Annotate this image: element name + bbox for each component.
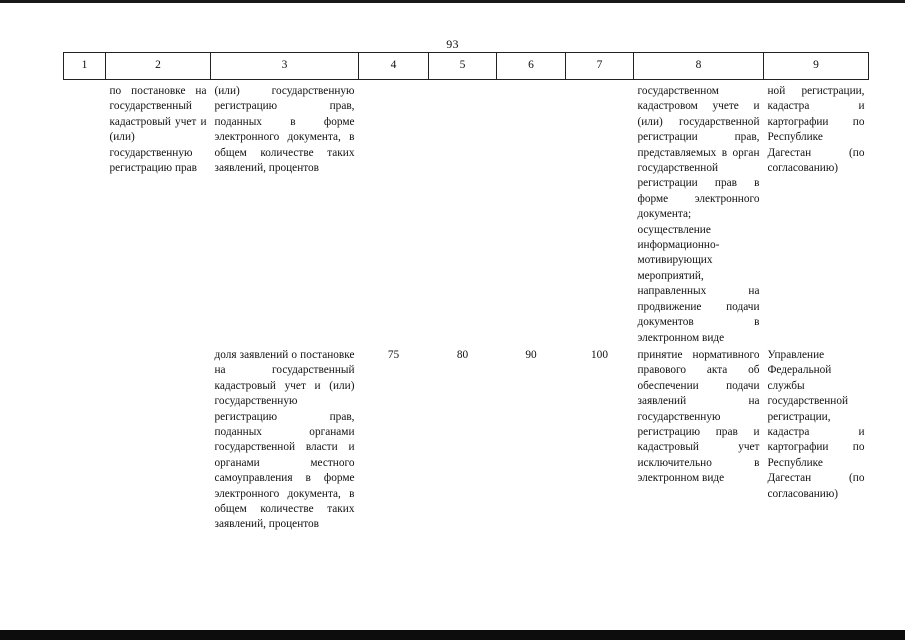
table-row [64, 80, 869, 346]
cell-measures: государственном кадастровом учете и (или) государственной регистрации прав, представляемых в орган государственной регистрации прав в форме электронного документа; осуществление информационно-мотивирующих мероприятий, направленных на продвижение подачи документов в электронном виде [637, 85, 760, 344]
column-header-5: 5 [429, 53, 497, 80]
table-row [64, 346, 869, 533]
scan-edge-bottom [0, 630, 905, 640]
cell-col2 [106, 346, 211, 533]
cell-value-col4: 75 [387, 348, 400, 361]
scan-edge-top [0, 0, 905, 3]
column-header-7: 7 [566, 53, 634, 80]
cell-indicator-description: доля заявлений о постановке на государственный кадастровый учет и (или) государственную регистрацию прав, поданных органами государственной власти и органами местного самоуправления в форме электронного документа, в общем количестве таких заявлений, процентов [214, 348, 355, 531]
cell-value-col6: 90 [525, 348, 537, 361]
column-number-header-row [64, 53, 869, 80]
cell-value-col4 [359, 80, 429, 346]
column-header-9: 9 [764, 53, 869, 80]
column-header-1: 1 [64, 53, 106, 80]
cell-value-col7: 100 [591, 348, 608, 361]
cell-col1 [64, 80, 106, 346]
page-number: 93 [446, 37, 459, 51]
cell-measures: принятие нормативного правового акта об обеспечении подачи заявлений на государственную регистрацию прав и кадастровый учет исключительно в электронном виде [637, 348, 760, 485]
cell-indicator-continuation: по постановке на государственный кадастровый учет и (или) государственную регистрацию прав [109, 85, 207, 175]
cell-value-col7 [566, 80, 634, 346]
cell-responsible: ной регистрации, кадастра и картографии по Республике Дагестан (по согласованию) [767, 85, 865, 175]
column-header-6: 6 [497, 53, 566, 80]
column-header-2: 2 [106, 53, 211, 80]
cell-responsible: Управление Федеральной службы государственной регистрации, кадастра и картографии по Республике Дагестан (по согласованию) [767, 348, 865, 500]
cell-value-col6 [497, 80, 566, 346]
cell-col1 [64, 346, 106, 533]
column-header-3: 3 [211, 53, 359, 80]
cell-indicator-description: (или) государственную регистрацию прав, поданных в форме электронного документа, в общем количестве таких заявлений, процентов [214, 85, 355, 175]
cell-value-col5: 80 [456, 348, 469, 361]
column-header-8: 8 [634, 53, 764, 80]
column-header-4: 4 [359, 53, 429, 80]
program-indicators-table [63, 52, 869, 533]
cell-value-col5 [429, 80, 497, 346]
